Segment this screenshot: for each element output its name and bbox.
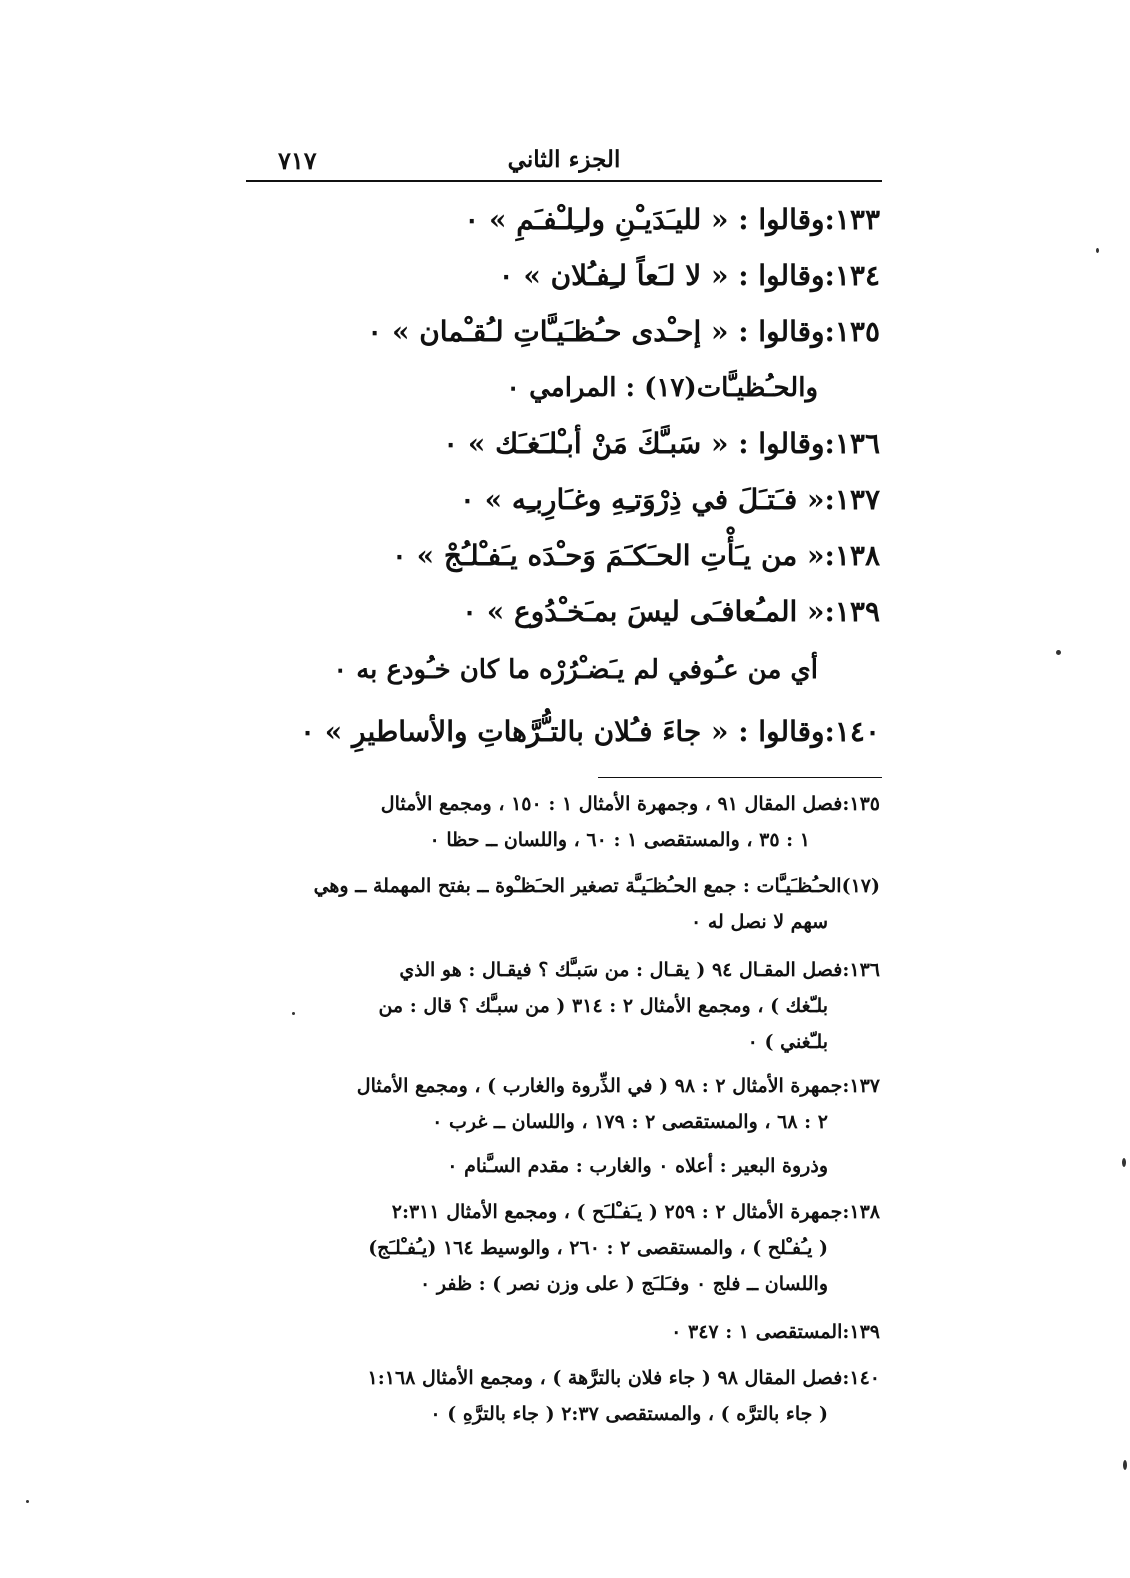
proverb-number: ١٣٤:: [824, 259, 880, 292]
footnote-line: ٢ : ٦٨ ، والمستقصى ٢ : ١٧٩ ، واللسان ــ غرب ٠: [432, 1111, 828, 1133]
proverb-number: ١٤٠:: [824, 715, 880, 748]
proverb-139-gloss: [333, 650, 818, 690]
proverb-135-gloss: [506, 368, 818, 408]
gloss-text: أي من عـُوفي لم يـَضـْرُرْه ما كان خـُودع به ٠: [333, 655, 818, 685]
page-number: ٧١٧: [278, 146, 317, 175]
scan-speck: [1123, 1460, 1127, 1470]
proverb-140: [300, 712, 880, 752]
footnote-line: ١٣٩:المستقصى ١ : ٣٤٧ ٠: [671, 1321, 880, 1343]
proverb-text: وقالوا : « إحـْدى حـُظـَيـَّاتِ لـُقـْمان » ٠: [367, 315, 825, 348]
scan-speck: [26, 1500, 29, 1503]
proverb-number: ١٣٦:: [824, 427, 880, 460]
scan-speck: [1122, 1158, 1126, 1167]
proverb-number: ١٣٨:: [824, 539, 880, 572]
proverb-139: [462, 592, 880, 632]
proverb-138: [392, 536, 880, 576]
proverb-text: « فـَتـَلَ في ذِرْوَتـِهِ وغـَارِبـِه » ٠: [459, 483, 825, 516]
footnote-line: بلـّغني ) ٠: [747, 1031, 828, 1053]
footnote-line: ( جاء بالترَّه ) ، والمستقصى ٢:٣٧ ( جاء بالترَّهِ ) ٠: [430, 1403, 828, 1425]
footnote-line: واللسان ــ فلج ٠ وفـَلـَج ( على وزن نصر ) : ظفر ٠: [420, 1273, 828, 1295]
footnote-line: ١٣٦:فصل المقـال ٩٤ ( يقـال : من سَبـَّك ؟ فيقـال : هو الذي: [399, 959, 880, 981]
footnote-line: ١٣٨:جمهرة الأمثال ٢ : ٢٥٩ ( يـَفـْلـَح ) ، ومجمع الأمثال ٢:٣١١: [391, 1201, 880, 1223]
proverb-136: [443, 424, 880, 464]
footnote-line: وذروة البعير : أعلاه ٠ والغارب : مقدم السـَّنام ٠: [447, 1155, 828, 1177]
gloss-text: والحـُظيـَّات(١٧) : المرامي ٠: [506, 373, 818, 403]
proverb-text: « المـُعافـَى ليسَ بمـَخـْدُوع » ٠: [462, 595, 825, 628]
proverb-number: ١٣٧:: [824, 483, 880, 516]
footnote-line: ( يـُفـْلح ) ، والمستقصى ٢ : ٢٦٠ ، والوسيط ١٦٤ (يـُفـْلـَج): [368, 1237, 828, 1259]
proverb-133: [464, 200, 880, 240]
proverb-text: وقالوا : « سَبـَّكَ مَنْ أبـْلـَغـَك » ٠: [443, 427, 825, 460]
header-title: الجزء الثاني: [507, 146, 621, 173]
footnote-line: ١ : ٣٥ ، والمستقصى ١ : ٦٠ ، واللسان ــ حظا ٠: [429, 829, 810, 851]
proverb-number: ١٣٣:: [824, 203, 880, 236]
proverb-text: وقالوا : « جاءَ فـُلان بالتـُّرَّهاتِ والأساطيرِ » ٠: [300, 715, 825, 748]
proverb-text: وقالوا : « لا لـَعاً لـِفـُلان » ٠: [498, 259, 825, 292]
footnote-line: سهم لا نصل له ٠: [691, 911, 828, 933]
running-header: [248, 138, 880, 178]
proverb-137: [460, 480, 880, 520]
scan-speck: [1056, 650, 1061, 655]
footnote-line: (١٧)الحـُظـَيـَّات : جمع الحـُظـَيـَّة تصغير الحـَظـْوة ــ بفتح المهملة ــ وهي: [313, 875, 880, 897]
proverb-134: [499, 256, 880, 296]
footnote-line: ١٤٠:فصل المقال ٩٨ ( جاء فلان بالترَّهة ) ، ومجمع الأمثال ١:١٦٨: [367, 1367, 880, 1389]
proverb-number: ١٣٩:: [824, 595, 880, 628]
scan-speck: [1096, 248, 1099, 253]
footnote-line: ١٣٧:جمهرة الأمثال ٢ : ٩٨ ( في الذِّروة والغارب ) ، ومجمع الأمثال: [356, 1075, 880, 1097]
proverb-135: [367, 312, 880, 352]
proverb-text: وقالوا : « لليـَدَيـْنِ ولـِلـْفـَمِ » ٠: [464, 203, 825, 236]
footnote-line: ١٣٥:فصل المقال ٩١ ، وجمهرة الأمثال ١ : ١٥٠ ، ومجمع الأمثال: [380, 793, 880, 815]
proverb-number: ١٣٥:: [824, 315, 880, 348]
footnote-line: بلـّغك ) ، ومجمع الأمثال ٢ : ٣١٤ ( من سبـَّك ؟ قال : من: [378, 995, 828, 1017]
footnote-separator: [598, 777, 882, 778]
scan-speck: [292, 1012, 295, 1015]
header-rule: [246, 180, 882, 182]
proverb-text: « من يـَأْتِ الحـَكـَمَ وَحـْدَه يـَفـْلـُجْ » ٠: [391, 539, 825, 572]
